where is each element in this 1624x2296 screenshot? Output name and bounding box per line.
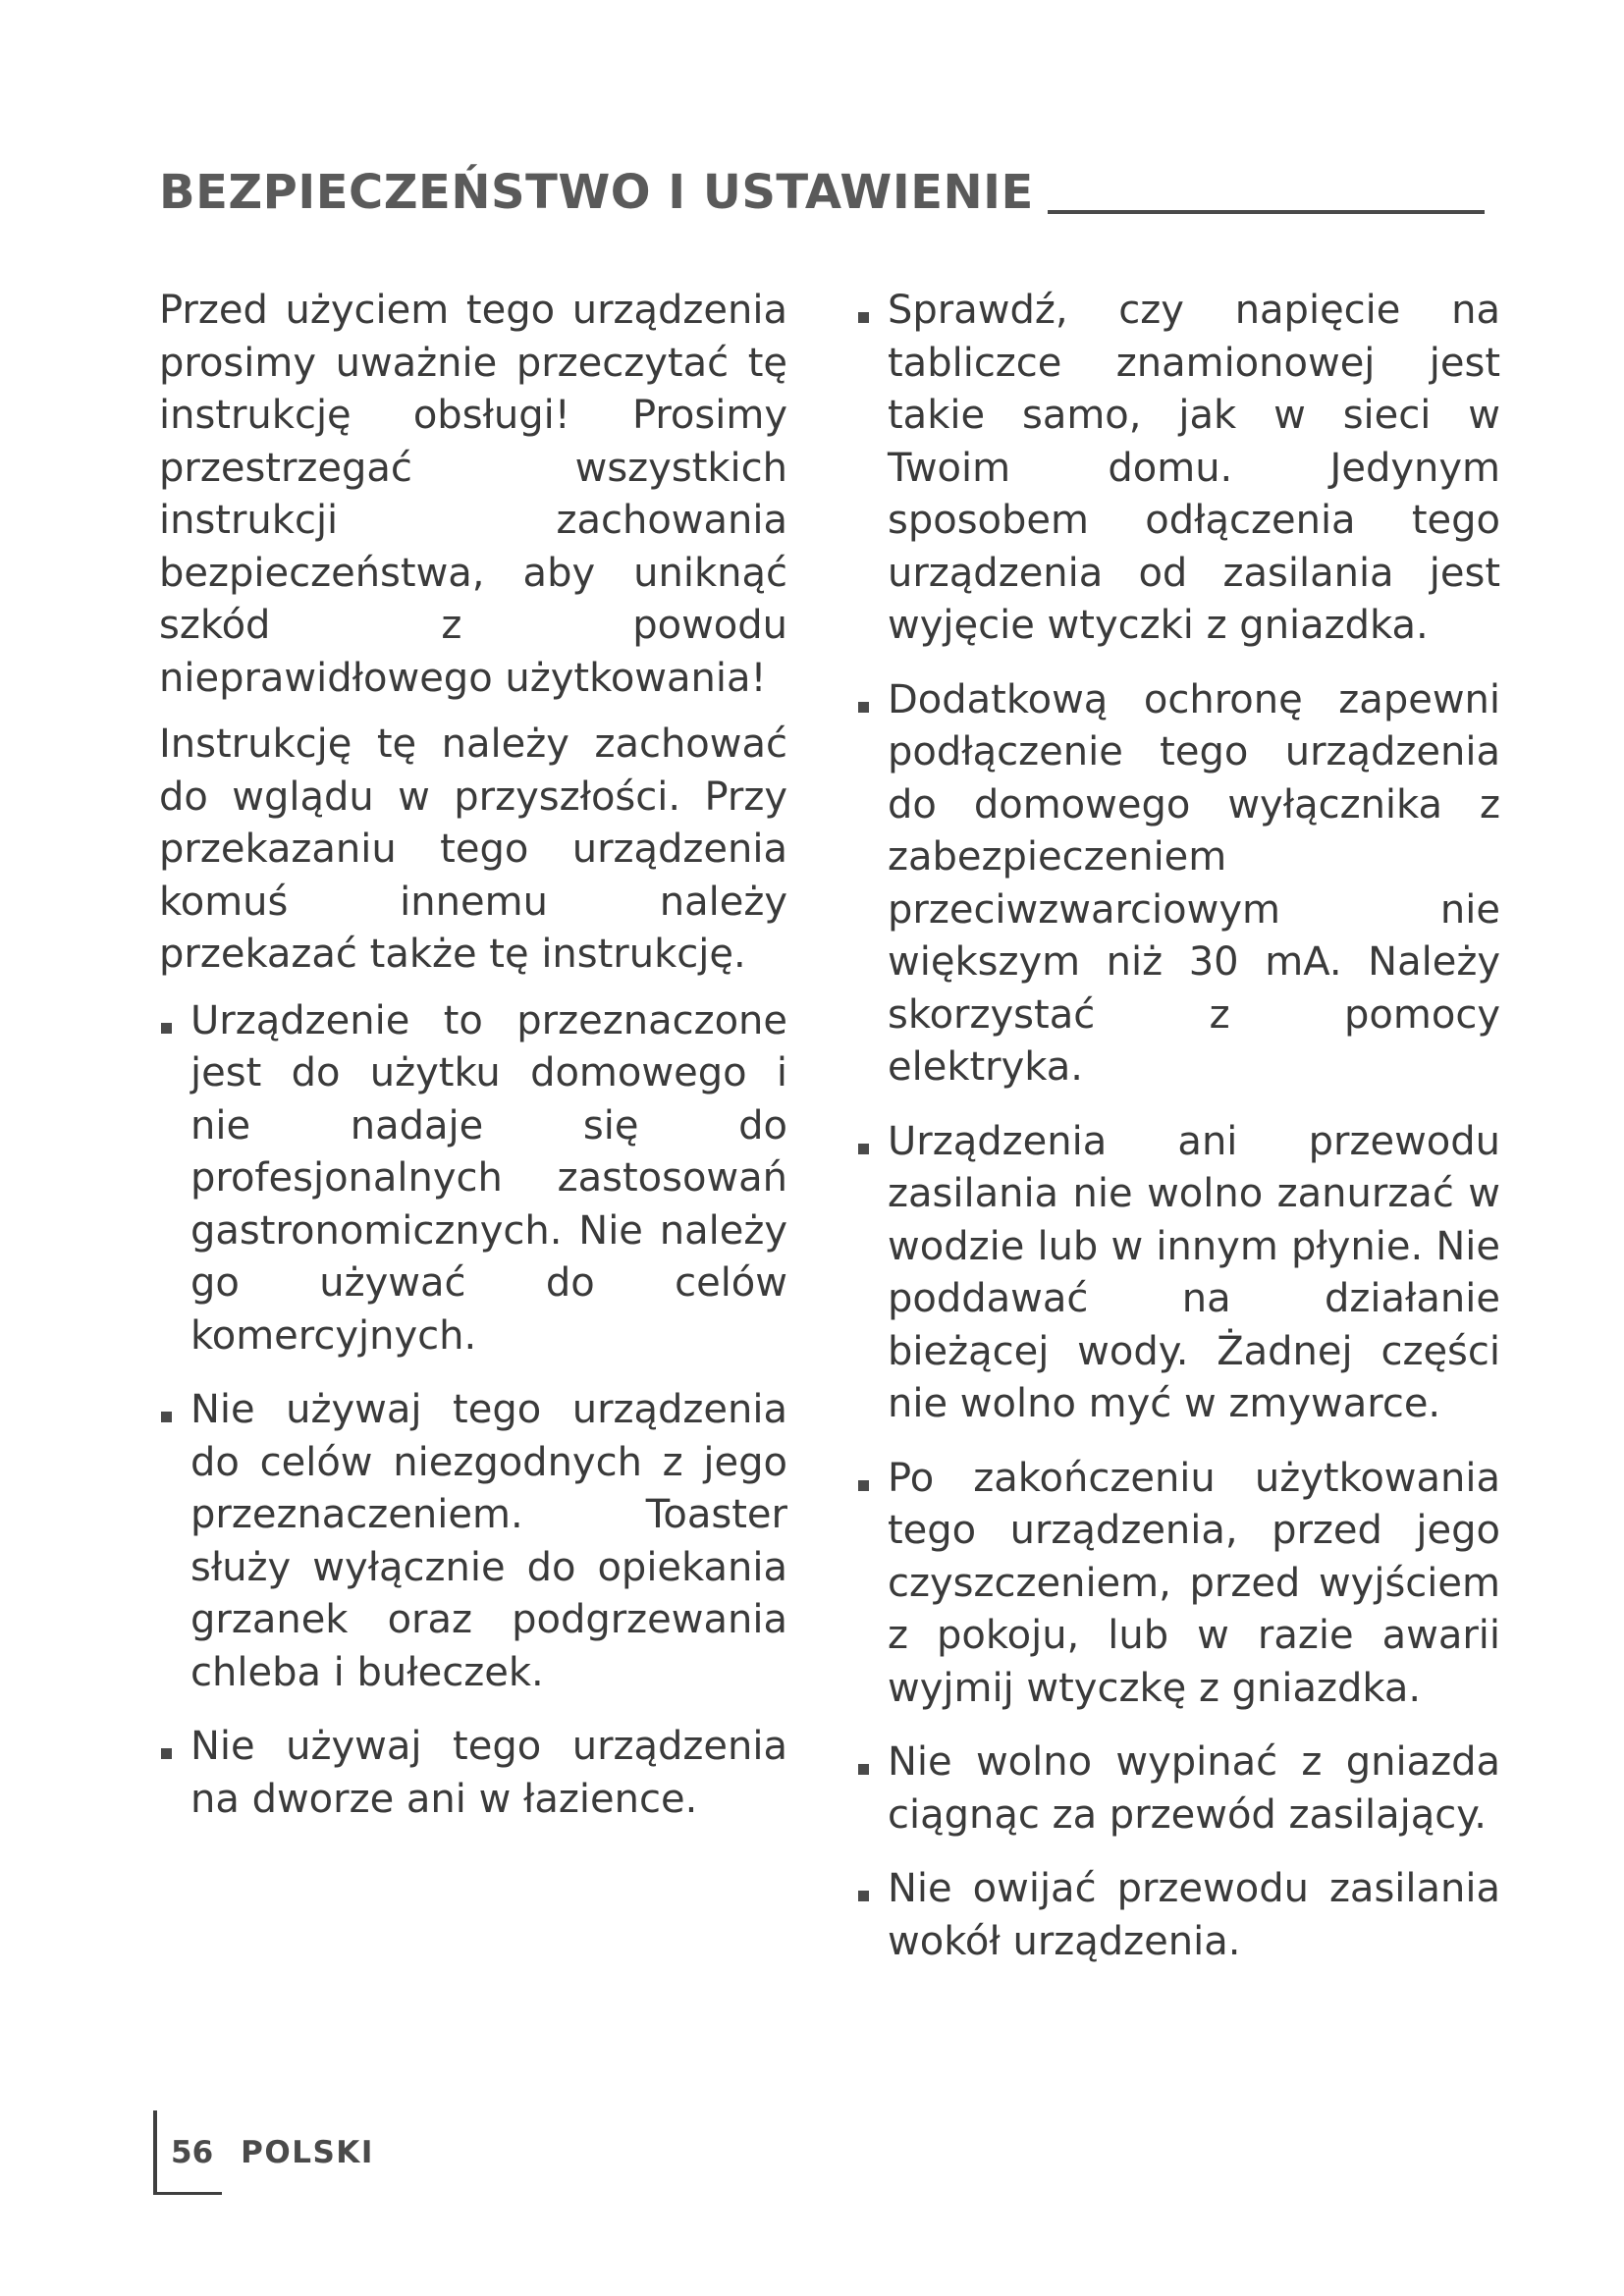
bullet-no-outdoor-bathroom: Nie używaj tego urządzenia na dworze ani w łazience. bbox=[159, 1721, 787, 1826]
bullet-no-pulling-cord: Nie wolno wypinać z gniazda ciągnąc za przewód zasilający. bbox=[856, 1736, 1500, 1842]
page-language: POLSKI bbox=[241, 2135, 374, 2170]
bullet-voltage-check: Sprawdź, czy napięcie na tabliczce znamionowej jest takie samo, jak w sieci w Twoim domu. Jedynym sposobem odłączenia tego urządzenia od zasilania jest wyjęcie wtyczki z gniazdka. bbox=[856, 285, 1500, 653]
section-header bbox=[159, 157, 1485, 220]
bullet-domestic-use: Urządzenie to przeznaczone jest do użytku domowego i nie nadaje się do profesjonalnych zastosowań gastronomicznych. Nie należy go używać do celów komercyjnych. bbox=[159, 995, 787, 1363]
page-number: 56 bbox=[171, 2135, 214, 2170]
page-title: BEZPIECZEŃSTWO I USTAWIENIE bbox=[159, 165, 1034, 220]
bullet-no-immersion: Urządzenia ani przewodu zasilania nie wolno zanurzać w wodzie lub w innym płynie. Nie poddawać na działanie bieżącej wody. Żadnej części nie wolno myć w zmywarce. bbox=[856, 1116, 1500, 1431]
header-rule bbox=[1048, 210, 1485, 214]
bullet-rcd-protection: Dodatkową ochronę zapewni podłączenie tego urządzenia do domowego wyłącznika z zabezpieczeniem przeciwzwarciowym nie większym niż 30 mA. Należy skorzystać z pomocy elektryka. bbox=[856, 674, 1500, 1095]
page-footer bbox=[153, 2110, 374, 2195]
bullet-intended-use: Nie używaj tego urządzenia do celów niezgodnych z jego przeznaczeniem. Toaster służy wyłącznie do opiekania grzanek oraz podgrzewania chleba i bułeczek. bbox=[159, 1384, 787, 1699]
intro-paragraph: Przed użyciem tego urządzenia prosimy uważnie przeczytać tę instrukcję obsługi! Prosimy przestrzegać wszystkich instrukcji zachowania bezpieczeństwa, aby uniknąć szkód z powodu nieprawidłowego użytkowania! bbox=[159, 288, 787, 701]
right-column bbox=[856, 285, 1500, 1990]
keep-instructions-paragraph: Instrukcję tę należy zachować do wglądu w przyszłości. Przy przekazaniu tego urządzenia komuś innemu należy przekazać także tę instrukcję. bbox=[159, 721, 787, 977]
bullet-unplug: Po zakończeniu użytkowania tego urządzenia, przed jego czyszczeniem, przed wyjściem z pokoju, lub w razie awarii wyjmij wtyczkę z gniazdka. bbox=[856, 1453, 1500, 1716]
left-column bbox=[159, 285, 787, 1847]
bullet-no-wrapping-cord: Nie owijać przewodu zasilania wokół urządzenia. bbox=[856, 1863, 1500, 1968]
footer-content bbox=[157, 2110, 374, 2195]
footer-underline bbox=[157, 2192, 222, 2195]
